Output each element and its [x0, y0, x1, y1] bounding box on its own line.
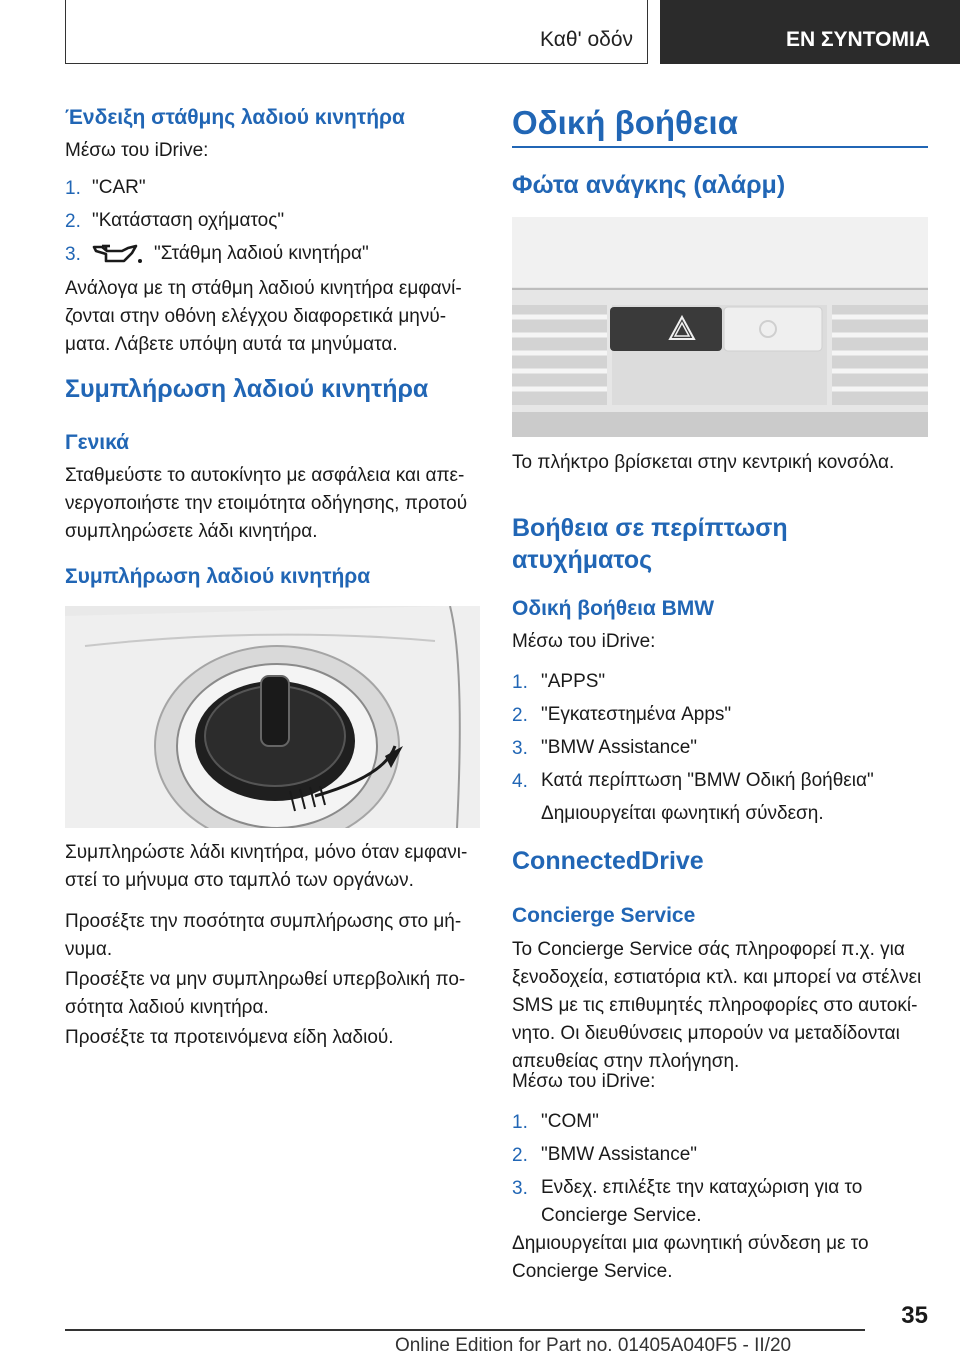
heading-accident-assistance: Βοήθεια σε περίπτωση ατυχήματος — [512, 514, 788, 574]
list-number: 1. — [512, 1112, 528, 1133]
paragraph-concierge: Το Concierge Service σάς πληροφορεί π.χ. για ξενοδοχεία, εστιατόρια κτλ. και μπορεί να στέλνει SMS με τις επιθυμητές πληροφορίες στο αυτοκί- νητο. Οι διευθύνσεις μπορούν να μεταδίδονται απευθείας στην πλοήγηση. — [512, 939, 922, 1072]
list-number: 3. — [512, 738, 528, 759]
list-item: "Κατάσταση οχήματος" — [92, 210, 285, 231]
list-item: "APPS" — [541, 671, 606, 692]
oil-filler-cap-image — [65, 606, 480, 828]
list-number: 4. — [512, 771, 528, 792]
list-item: Κατά περίπτωση "BMW Οδική βοήθεια" — [541, 770, 874, 791]
caption-refill: Συμπληρώστε λάδι κινητήρα, μόνο όταν εμφανι- στεί το μήνυμα στο ταμπλό των οργάνων. — [65, 842, 468, 891]
via-idrive-text: Μέσω του iDrive: — [512, 631, 656, 652]
paragraph-quantity: Προσέξτε την ποσότητα συμπλήρωσης στο μή- νυμα. — [65, 911, 462, 960]
header-tab-label: Καθ' οδόν — [540, 28, 633, 51]
list-number: 2. — [512, 705, 528, 726]
header-tab-quick-reference[interactable] — [660, 0, 960, 64]
heading-roadside-assistance: Οδική βοήθεια — [512, 104, 738, 141]
heading-rule — [512, 146, 928, 148]
heading-concierge-service: Concierge Service — [512, 904, 696, 927]
heading-bmw-roadside: Οδική βοήθεια BMW — [512, 597, 715, 620]
list-number: 1. — [512, 672, 528, 693]
heading-refill-engine-oil: Συμπλήρωση λαδιού κινητήρα — [65, 375, 429, 403]
list-item: "Εγκατεστημένα Apps" — [541, 704, 732, 725]
caption-hazard-button: Το πλήκτρο βρίσκεται στην κεντρική κονσόλα. — [512, 452, 895, 473]
footer-edition: Online Edition for Part no. 01405A040F5 - II/20 — [395, 1335, 792, 1356]
oil-can-icon — [92, 240, 148, 266]
list-number: 3. — [512, 1178, 528, 1199]
list-item: "BMW Assistance" — [541, 1144, 698, 1165]
list-number: 3. — [65, 244, 81, 265]
hazard-button-image — [512, 217, 928, 437]
list-item: "BMW Assistance" — [541, 737, 698, 758]
paragraph-excess: Προσέξτε να μην συμπληρωθεί υπερβολική πο- σότητα λαδιού κινητήρα. — [65, 969, 466, 1018]
list-item: "COM" — [541, 1111, 599, 1132]
header-tab-on-the-road[interactable] — [65, 0, 648, 64]
list-item: Ενδεχ. επιλέξτε την καταχώριση για το Concierge Service. — [541, 1177, 863, 1226]
paragraph-oil-messages: Ανάλογα με τη στάθμη λαδιού κινητήρα εμφανί- ζονται στην οθόνη ελέγχου διαφορετικά μηνύ- ματα. Λάβετε υπόψη αυτά τα μηνύματα. — [65, 278, 462, 355]
list-number: 1. — [65, 178, 81, 199]
heading-oil-level-indicator: Ένδειξη στάθμης λαδιού κινητήρα — [65, 106, 405, 129]
heading-connecteddrive: ConnectedDrive — [512, 847, 704, 875]
via-idrive-text: Μέσω του iDrive: — [512, 1071, 656, 1092]
list-number: 2. — [512, 1145, 528, 1166]
header-tab-label: ΕΝ ΣΥΝΤΟΜΙΑ — [785, 28, 930, 51]
page-number: 35 — [901, 1302, 928, 1329]
footer-divider — [65, 1329, 865, 1331]
heading-hazard-lights: Φώτα ανάγκης (αλάρμ) — [512, 171, 786, 199]
paragraph-recommended-oil: Προσέξτε τα προτεινόμενα είδη λαδιού. — [65, 1027, 394, 1048]
list-item: "Στάθμη λαδιού κινητήρα" — [154, 243, 369, 264]
paragraph-general: Σταθμεύστε το αυτοκίνητο με ασφάλεια και απε- νεργοποιήστε την ετοιμότητα οδήγησης, προτού συμπληρώσετε λάδι κινητήρα. — [65, 465, 468, 542]
via-idrive-text: Μέσω του iDrive: — [65, 140, 209, 161]
heading-general: Γενικά — [65, 431, 130, 454]
heading-refill-engine-oil-sub: Συμπλήρωση λαδιού κινητήρα — [65, 565, 371, 588]
paragraph-voice-connection-concierge: Δημιουργείται μια φωνητική σύνδεση με το Concierge Service. — [512, 1233, 869, 1282]
list-number: 2. — [65, 211, 81, 232]
voice-connection-note: Δημιουργείται φωνητική σύνδεση. — [541, 803, 824, 824]
list-item: "CAR" — [92, 177, 146, 198]
